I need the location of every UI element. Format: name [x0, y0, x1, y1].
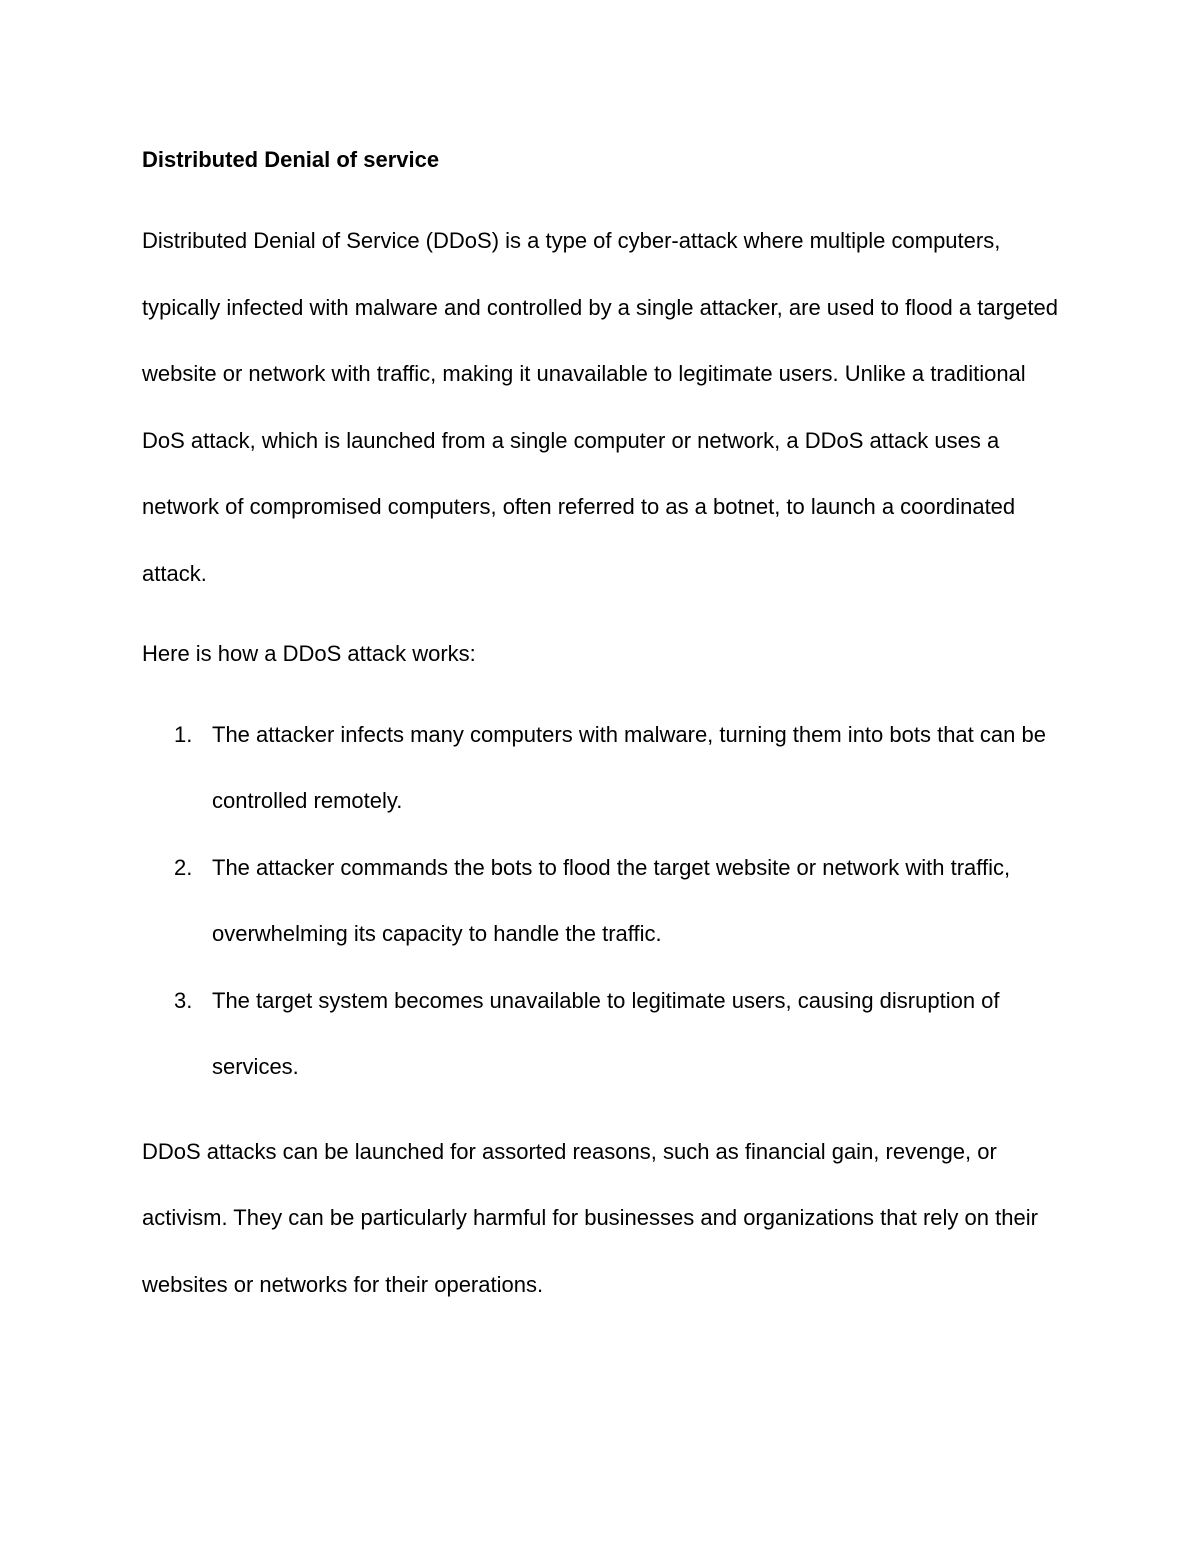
how-it-works-heading: Here is how a DDoS attack works:: [142, 641, 476, 666]
conclusion-paragraph: DDoS attacks can be launched for assorted reasons, such as financial gain, revenge, or activism. They can be particularly harmful for businesses and organizations that rely on their websites or networks for their operations.: [142, 1138, 1038, 1297]
list-item-number: 1.: [174, 721, 193, 747]
list-item: [142, 835, 1072, 968]
steps-list: [142, 702, 1072, 1101]
list-item: [142, 968, 1072, 1101]
list-item-text: The target system becomes unavailable to legitimate users, causing disruption of services.: [212, 987, 1000, 1079]
list-item: [142, 702, 1072, 835]
document-title: Distributed Denial of service: [142, 147, 440, 172]
list-item-text: The attacker commands the bots to flood the target website or network with traffic, overwhelming its capacity to handle the traffic.: [212, 854, 1011, 946]
intro-paragraph: Distributed Denial of Service (DDoS) is a type of cyber-attack where multiple computers, typically infected with malware and controlled by a single attacker, are used to flood a targeted website or network with traffic, making it unavailable to legitimate users. Unlike a traditional DoS attack, which is launched from a single computer or network, a DDoS attack uses a network of compromised computers, often referred to as a botnet, to launch a coordinated attack.: [142, 228, 1058, 586]
list-item-text: The attacker infects many computers with malware, turning them into bots that can be controlled remotely.: [212, 721, 1046, 813]
list-item-number: 3.: [174, 987, 193, 1013]
document-body: [142, 140, 1072, 1318]
list-item-number: 2.: [174, 854, 193, 880]
